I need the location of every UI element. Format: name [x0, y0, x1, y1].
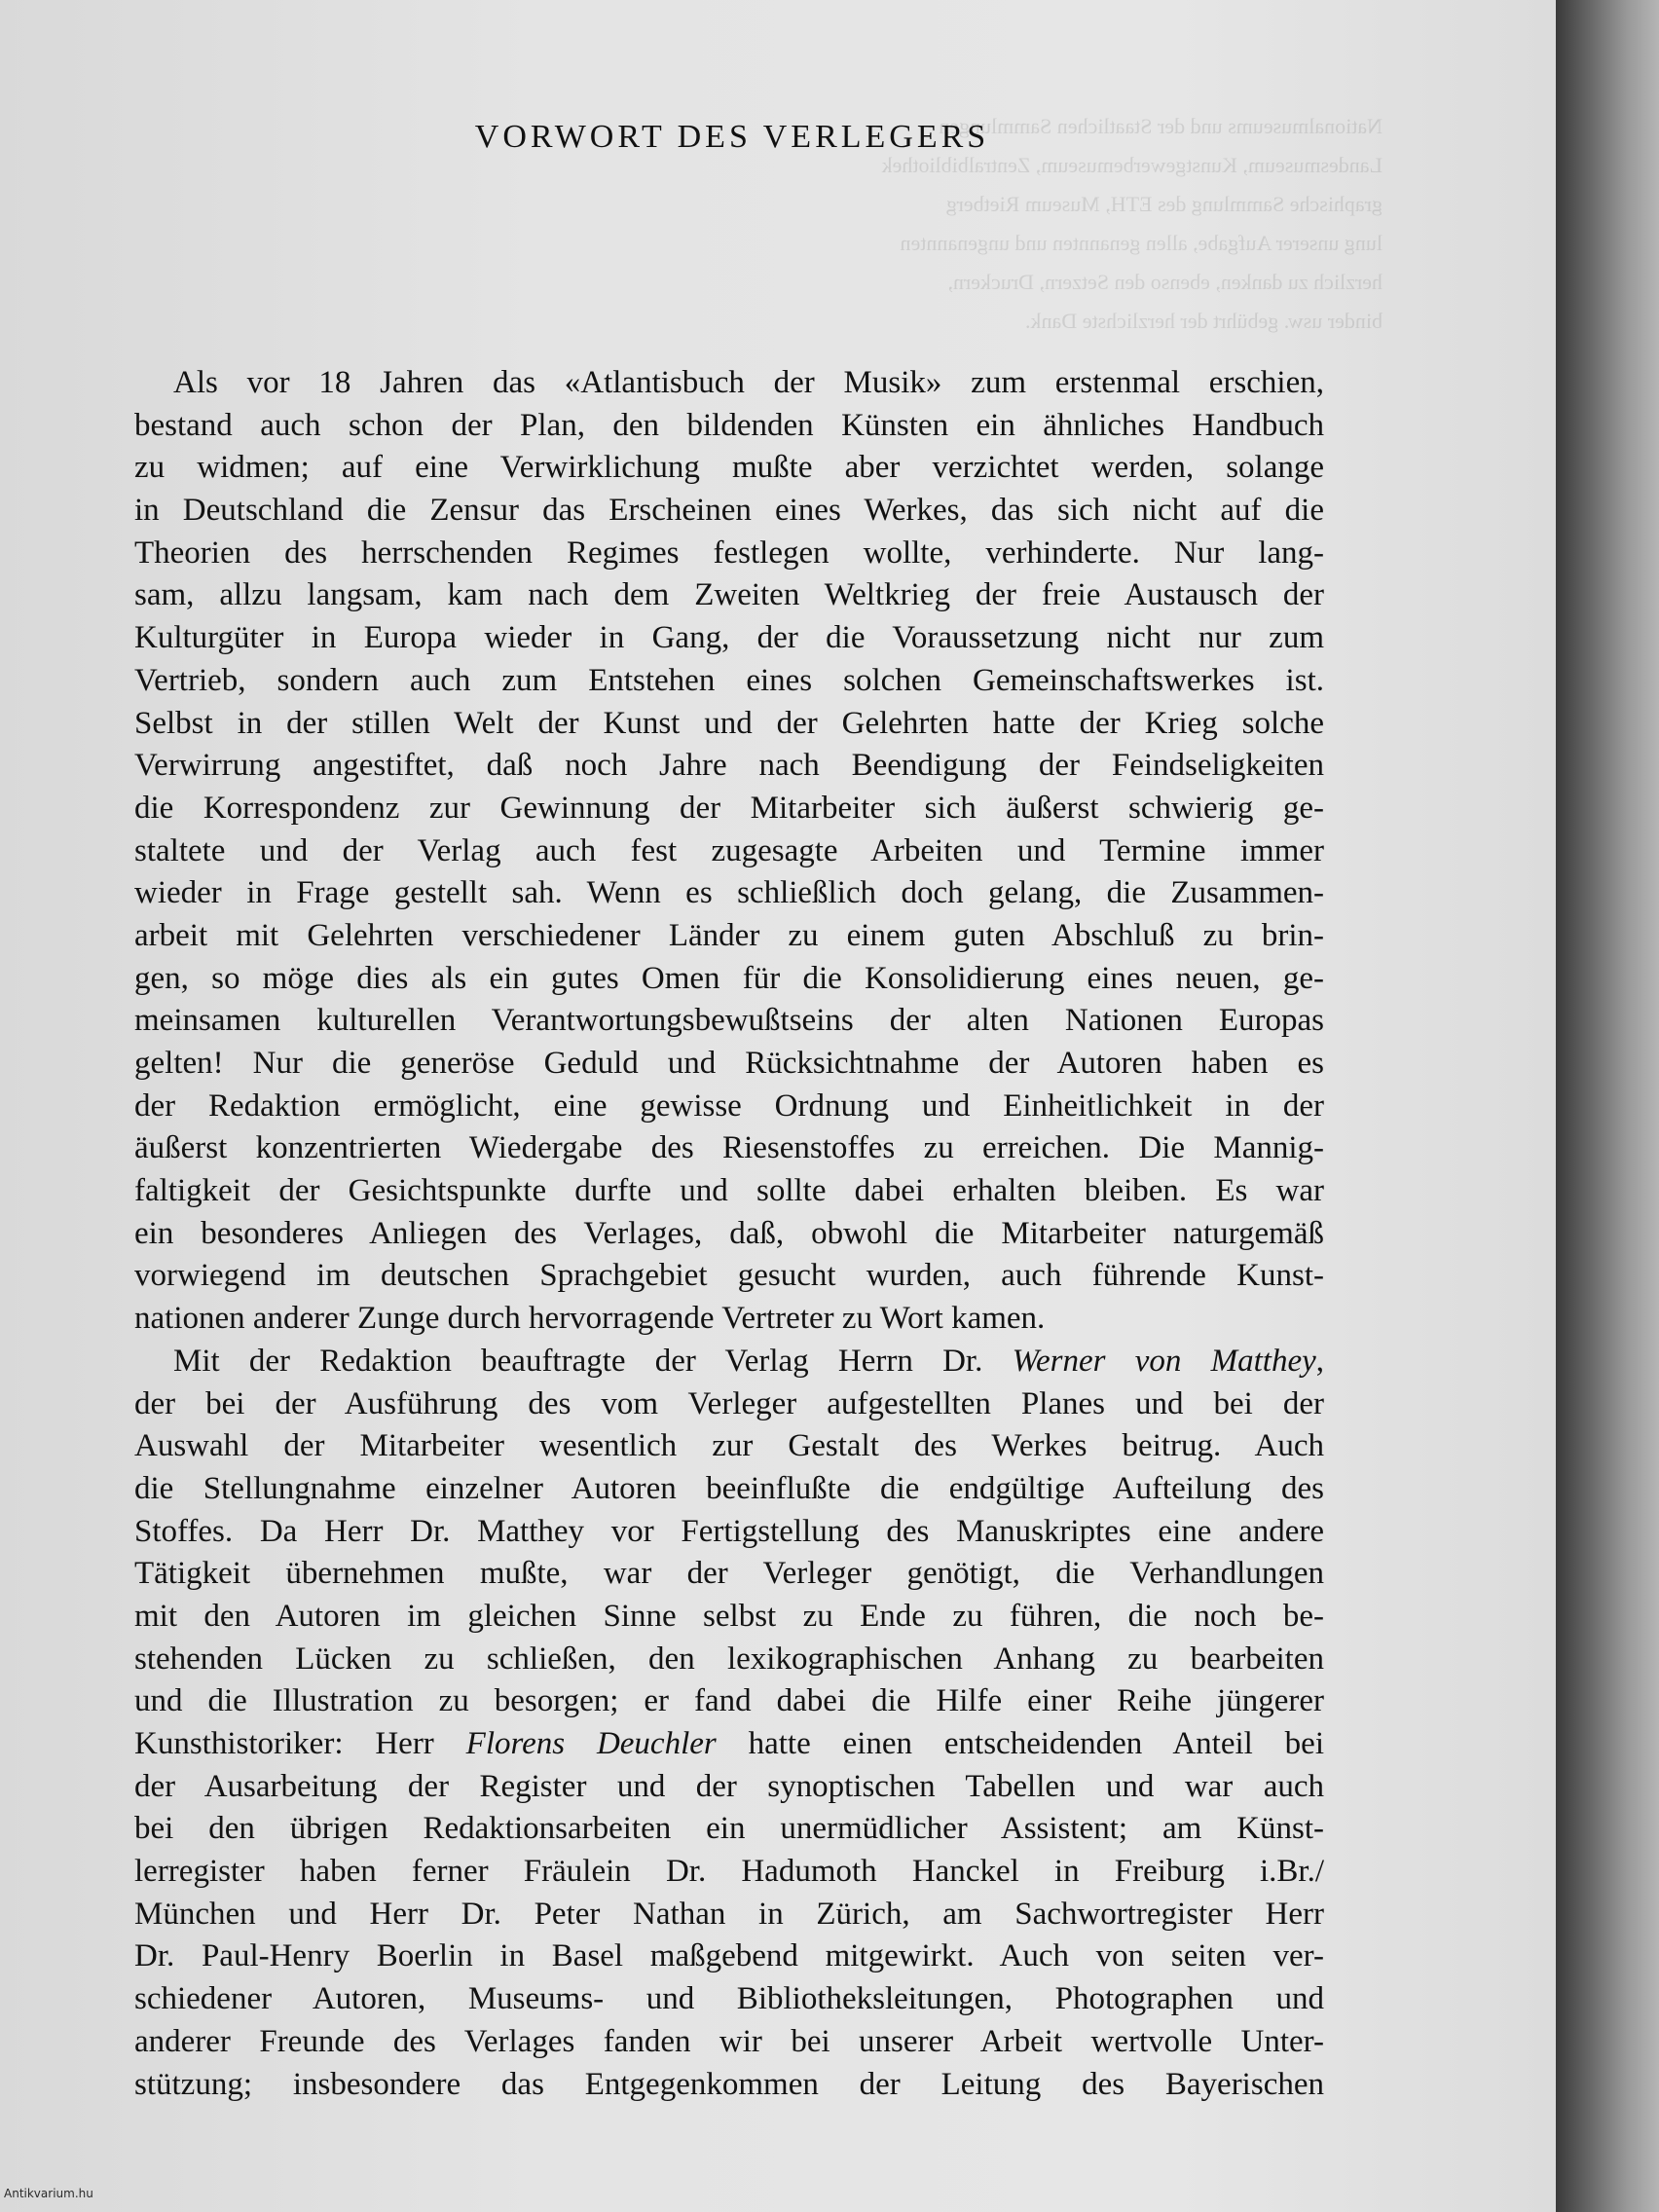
paragraph-2 [134, 1341, 1324, 2106]
text-line: Stoffes. Da Herr Dr. Matthey vor Fertigstellung des Manuskriptes eine andere [134, 1513, 1324, 1549]
text-line: und die Illustration zu besorgen; er fand dabei die Hilfe einer Reihe jüngerer [134, 1683, 1324, 1719]
text-line: in Deutschland die Zensur das Erscheinen eines Werkes, das sich nicht auf die [134, 493, 1324, 529]
text-line: zu widmen; auf eine Verwirklichung mußte aber verzichtet werden, solange [134, 450, 1324, 486]
text-line: stehenden Lücken zu schließen, den lexikographischen Anhang zu bearbeiten [134, 1641, 1324, 1677]
text-line: ein besonderes Anliegen des Verlages, daß, obwohl die Mitarbeiter naturgemäß [134, 1215, 1324, 1251]
text-line: faltigkeit der Gesichtspunkte durfte und sollte dabei erhalten bleiben. Es war [134, 1173, 1324, 1209]
text-line: Selbst in der stillen Welt der Kunst und der Gelehrten hatte der Krieg solche [134, 705, 1324, 741]
text-line: München und Herr Dr. Peter Nathan in Zürich, am Sachwortregister Herr [134, 1896, 1324, 1932]
person-name-matthey: Werner von Matthey [1012, 1343, 1316, 1379]
text-line: stützung; insbesondere das Entgegenkommen der Leitung des Bayerischen [134, 2066, 1324, 2102]
text-line: Vertrieb, sondern auch zum Entstehen eines solchen Gemeinschaftswerkes ist. [134, 662, 1324, 698]
text-line: gen, so möge dies als ein gutes Omen für die Konsolidierung eines neuen, ge- [134, 960, 1324, 996]
text-line: bei den übrigen Redaktionsarbeiten ein unermüdlicher Assistent; am Künst- [134, 1811, 1324, 1847]
text-line: die Stellungnahme einzelner Autoren beeinflußte die endgültige Aufteilung des [134, 1470, 1324, 1506]
text-line: lerregister haben ferner Fräulein Dr. Hadumoth Hanckel in Freiburg i.Br./ [134, 1854, 1324, 1890]
text-line: Kulturgüter in Europa wieder in Gang, der die Voraussetzung nicht nur zum [134, 620, 1324, 656]
text-line: Theorien des herrschenden Regimes festlegen wollte, verhinderte. Nur lang- [134, 535, 1324, 571]
text-line: gelten! Nur die generöse Geduld und Rücksichtnahme der Autoren haben es [134, 1046, 1324, 1081]
text-line: anderer Freunde des Verlages fanden wir bei unserer Arbeit wertvolle Unter- [134, 2023, 1324, 2059]
text-line: die Korrespondenz zur Gewinnung der Mitarbeiter sich äußerst schwierig ge- [134, 790, 1324, 826]
text-line: schiedener Autoren, Museums- und Bibliotheksleitungen, Photographen und [134, 1981, 1324, 2017]
text-line: äußerst konzentrierten Wiedergabe des Riesenstoffes zu erreichen. Die Mannig- [134, 1130, 1324, 1166]
text-line: Tätigkeit übernehmen mußte, war der Verleger genötigt, die Verhandlungen [134, 1556, 1324, 1592]
punctuation: , [1315, 1343, 1324, 1379]
text-line: nationen anderer Zunge durch hervorragende Vertreter zu Wort kamen. [134, 1301, 1046, 1337]
page-title: VORWORT DES VERLEGERS [474, 119, 990, 155]
text-line: der bei der Ausführung des vom Verleger aufgestellten Planes und bei der [134, 1385, 1324, 1421]
text-run: hatte einen entscheidenden Anteil bei [748, 1726, 1324, 1761]
text-line: Als vor 18 Jahren das «Atlantisbuch der Musik» zum erstenmal erschien, [173, 365, 1324, 400]
paragraph-1 [134, 362, 1324, 1341]
text-line: sam, allzu langsam, kam nach dem Zweiten Weltkrieg der freie Austausch der [134, 577, 1324, 613]
text-line [134, 1341, 1324, 1383]
person-name-deuchler: Florens Deuchler [465, 1726, 717, 1761]
text-line: arbeit mit Gelehrten verschiedener Länder zu einem guten Abschluß zu brin- [134, 917, 1324, 953]
text-line: meinsamen kulturellen Verantwortungsbewußtseins der alten Nationen Europas [134, 1003, 1324, 1039]
text-line: Auswahl der Mitarbeiter wesentlich zur Gestalt des Werkes beitrug. Auch [134, 1428, 1324, 1464]
text-line [134, 1723, 1324, 1766]
text-line: staltete und der Verlag auch fest zugesagte Arbeiten und Termine immer [134, 832, 1324, 868]
text-line: Verwirrung angestiftet, daß noch Jahre nach Beendigung der Feindseligkeiten [134, 748, 1324, 784]
text-line: bestand auch schon der Plan, den bildenden Künsten ein ähnliches Handbuch [134, 407, 1324, 443]
text-line: der Redaktion ermöglicht, eine gewisse Ordnung und Einheitlichkeit in der [134, 1088, 1324, 1124]
text-run: Kunsthistoriker: Herr [134, 1726, 434, 1761]
preface-body [134, 362, 1324, 2106]
text-line: der Ausarbeitung der Register und der synoptischen Tabellen und war auch [134, 1768, 1324, 1804]
text-line: Dr. Paul-Henry Boerlin in Basel maßgebend mitgewirkt. Auch von seiten ver- [134, 1938, 1324, 1974]
text-line: vorwiegend im deutschen Sprachgebiet gesucht wurden, auch führende Kunst- [134, 1258, 1324, 1294]
text-line: mit den Autoren im gleichen Sinne selbst zu Ende zu führen, die noch be- [134, 1598, 1324, 1634]
show-through-text: Nationalmuseums und der Staatlichen Sammlungen Landesmuseum, Kunstgewerbemuseum, Zentralbibliothek graphische Sammlung des ETH, Museum Rietberg lung unserer Aufgabe, allen genannten und ungenannten herzlich zu danken, ebenso den Setzern, Druckern, binder usw. gebührt der herzlichste Dank. [881, 114, 1382, 333]
text-run: Mit der Redaktion beauftragte der Verlag Herrn Dr. [173, 1343, 983, 1379]
text-line: wieder in Frage gestellt sah. Wenn es schließlich doch gelang, die Zusammen- [134, 875, 1324, 911]
book-gutter [1556, 0, 1659, 2212]
watermark: Antikvarium.hu [4, 2187, 93, 2200]
